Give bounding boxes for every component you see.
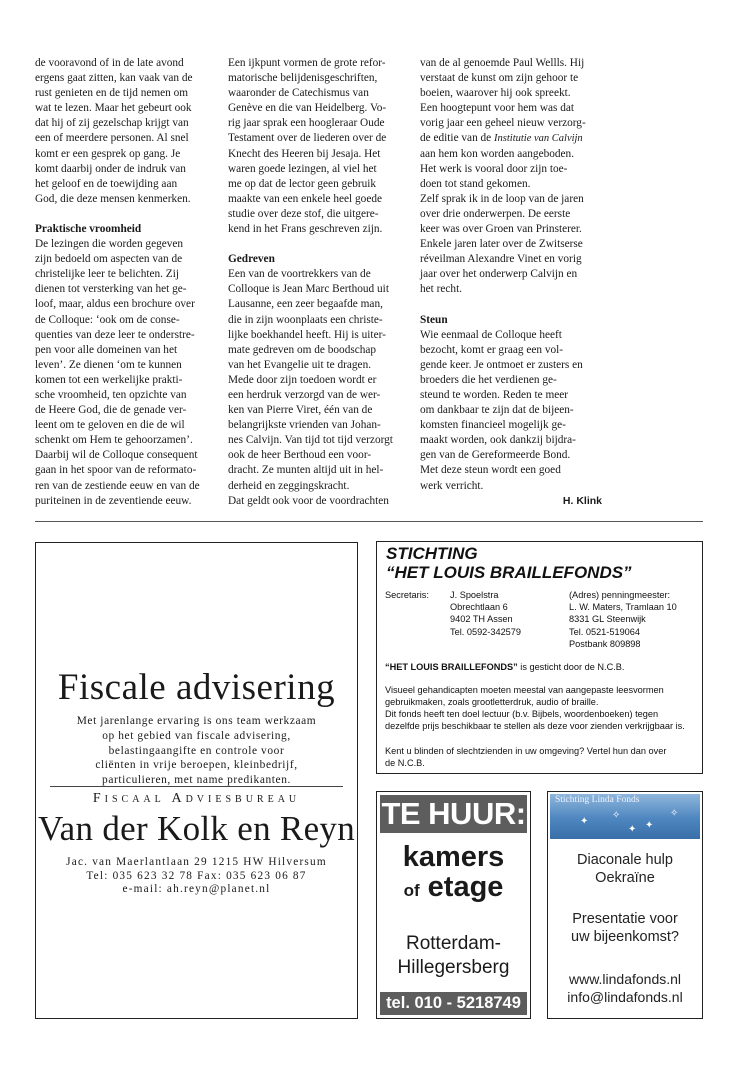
- column-3-intro-c: [420, 147, 604, 298]
- text-line: over drie onderwerpen. De eerste: [420, 207, 571, 220]
- text-line: leent om te geloven en die de wil: [35, 419, 185, 432]
- column-1-intro: [35, 56, 219, 207]
- text-line: Kent u blinden of slechtzienden in uw omgeving? Vertel hun dan over: [385, 746, 667, 756]
- text-line: op het gebied van fiscale advisering,: [102, 729, 291, 742]
- text-line: Mede door zijn toedoen wordt er: [228, 373, 377, 386]
- te-huur-phone: tel. 010 - 5218749: [380, 992, 527, 1015]
- column-3-intro-a: [420, 56, 604, 131]
- ad-louis-braillefonds: [376, 541, 703, 774]
- text-line: Knecht des Heeren bij Jesaja. Het: [228, 147, 381, 160]
- text-line: die in zijn woonplaats een christe-: [228, 313, 383, 326]
- heading-steun: Steun: [420, 313, 448, 326]
- column-2-intro: [228, 56, 412, 237]
- ad-fiscaal-phone: Tel: 035 623 32 78 Fax: 035 623 06 87: [86, 869, 307, 882]
- text-line: loof, maar, aldus een brochure over: [35, 298, 195, 311]
- text-line: pen voor alle domeinen van het: [35, 343, 178, 356]
- section-divider: [35, 521, 703, 522]
- text-line: Daarbij wil de Colloque consequent: [35, 449, 198, 462]
- column-2-body: [228, 267, 412, 509]
- linda-fonds-name: Stichting Linda Fonds: [555, 795, 640, 805]
- braille-paragraph-2: [385, 708, 694, 732]
- text-line: rig jaar sprak een hoogleraar Oude: [228, 117, 385, 130]
- text-line: komen tot een werkelijke prakti-: [35, 373, 183, 386]
- text-line: Colloque is Jean Marc Berthoud uit: [228, 283, 389, 296]
- braille-secretaris-details: [450, 589, 521, 638]
- text-line: 8331 GL Steenwijk: [569, 614, 646, 625]
- braille-title-line1: STICHTING: [386, 544, 478, 563]
- text-line: Met deze steun wordt een goed: [420, 464, 561, 477]
- column-1-body: [35, 237, 219, 509]
- ad-fiscale-advisering: [35, 542, 358, 1019]
- text-line: Een hoogtepunt voor hem was dat: [420, 102, 575, 115]
- text-line: Lausanne, een zeer begaafde man,: [228, 298, 383, 311]
- text-line: sche vroomheid, ten opzichte van: [35, 388, 187, 401]
- text-line: Dat geldt ook voor de voordrachten: [228, 494, 389, 507]
- text-line: gende keer. Je ontmoet er zusters en: [420, 358, 583, 371]
- text-line: een of meerdere personen. Al snel: [35, 132, 189, 145]
- braille-paragraph-3: [385, 745, 694, 769]
- text-line: (Adres) penningmeester:: [569, 590, 671, 600]
- braille-title-line2: “HET LOUIS BRAILLEFONDS”: [386, 563, 632, 582]
- text-line: ergens gaat zitten, kan vaak van de: [35, 72, 193, 85]
- braille-penningmeester-details: [569, 589, 677, 650]
- text-line: om dankbaar te zijn dat de bijeen-: [420, 404, 574, 417]
- text-line: steund te worden. Reden te meer: [420, 388, 569, 401]
- text-line: Tel. 0592-342579: [450, 626, 522, 637]
- text-line: leven’. Ze dienen ‘om te kunnen: [35, 358, 182, 371]
- text-line: réveilman Alexandre Vinet en vorig: [420, 253, 582, 266]
- text-line: particulieren, met name predikanten.: [102, 774, 291, 787]
- text-line: maakte van een enkele heel goede: [228, 192, 382, 205]
- text-line: werk verricht.: [420, 479, 484, 492]
- butterfly-icon: ✦: [628, 824, 637, 835]
- article-column-3: [420, 56, 604, 509]
- text-line: waren goede lezingen, al viel het: [228, 162, 377, 175]
- linda-email: info@lindafonds.nl: [567, 989, 683, 1005]
- text-line: Testament over de liederen over de: [228, 132, 387, 145]
- ad-fiscaal-description: [36, 714, 357, 788]
- te-huur-etage-line: of etage: [403, 871, 504, 903]
- ad-fiscaal-title: Fiscale advisering: [57, 667, 336, 708]
- text-line: ken van Pierre Viret, één van de: [228, 404, 373, 417]
- text-line: waaronder de Catechismus van: [228, 87, 369, 100]
- linda-line-2: Oekraïne: [595, 870, 655, 886]
- text-line: studie over deze stof, die uitgere-: [228, 207, 379, 220]
- text-line: broeders die het verdienen ge-: [420, 373, 557, 386]
- text-line: gebruikmaken, zoals grootletterdruk, audio of braille.: [385, 697, 599, 708]
- text-line: matorische belijdenisgeschriften,: [228, 72, 378, 85]
- text-line: belastingaangifte en controle voor: [108, 744, 285, 757]
- text-line: kend in het Frans geschreven zijn.: [228, 223, 383, 236]
- text-line: Genève en die van Heidelberg. Vo-: [228, 102, 387, 115]
- text-line: van de al genoemde Paul Wellls. Hij: [420, 57, 585, 69]
- butterfly-icon: ✧: [670, 808, 679, 819]
- butterfly-icon: ✦: [645, 820, 654, 831]
- text-line: L. W. Maters, Tramlaan 10: [569, 602, 677, 613]
- text-line: verstaat de kunst om zijn gehoor te: [420, 72, 579, 85]
- text-line: de Colloque: ‘ook om de conse-: [35, 313, 180, 326]
- text-line: Het werk is vooral door zijn toe-: [420, 162, 568, 175]
- article-column-1: [35, 56, 219, 509]
- text-line: Enkele jaren later over de Zwitserse: [420, 238, 583, 251]
- text-line: quenties van deze leer te onderstre-: [35, 328, 195, 341]
- text-line: bezocht, komt er graag een vol-: [420, 343, 564, 356]
- text-line: De lezingen die worden gegeven: [35, 238, 184, 251]
- ad-fiscaal-bureau: Fiscaal Adviesbureau: [92, 791, 301, 806]
- text-line: cliënten in vrije beroepen, kleinbedrijf,: [95, 759, 298, 772]
- text-line: komt daarbij onder de indruk van: [35, 162, 186, 175]
- text-line: Visueel gehandicapten moeten meestal van aangepaste leesvormen: [385, 685, 664, 695]
- text-line: zijn bedoeld om aspecten van de: [35, 253, 183, 266]
- text-line: vorig jaar een geheel nieuw verzorg-: [420, 117, 586, 130]
- text-line: ren van de zestiende eeuw en van de: [35, 479, 200, 492]
- ad-fiscaal-email: e-mail: ah.reyn@planet.nl: [122, 883, 271, 896]
- text-line: een herdruk verzorgd van de wer-: [228, 388, 381, 401]
- te-huur-city-line2: Hillegersberg: [397, 957, 510, 978]
- linda-website: www.lindafonds.nl: [568, 971, 682, 987]
- text-line: de vooravond of in de late avond: [35, 57, 184, 69]
- text-line: de N.C.B.: [385, 758, 425, 769]
- text-line: Zelf sprak ik in de loop van de jaren: [420, 192, 584, 205]
- linda-line-4: uw bijeenkomst?: [571, 929, 679, 945]
- text-line: puriteinen in de zeventiende eeuw.: [35, 494, 192, 507]
- text-line: van het Evangelie uit te dragen.: [228, 358, 372, 371]
- ad-te-huur: [376, 791, 531, 1019]
- author-signature: H. Klink: [562, 494, 602, 507]
- text-line: gaan in het spoor van de reformato-: [35, 464, 197, 477]
- text-line: Postbank 809898: [569, 638, 641, 649]
- text-line: gen van de Gereformeerde Bond.: [420, 449, 571, 462]
- braille-founded: “HET LOUIS BRAILLEFONDS” is gesticht door de N.C.B.: [385, 662, 625, 672]
- text-line: lijke boekhandel heeft. Hij is uiter-: [228, 328, 386, 341]
- text-line: belangrijkste vrienden van Johan-: [228, 419, 381, 432]
- text-line: 9402 TH Assen: [450, 614, 513, 625]
- ad-fiscaal-firm-name: Van der Kolk en Reyn: [37, 809, 356, 848]
- text-line: het recht.: [420, 283, 463, 296]
- text-line: Wie eenmaal de Colloque heeft: [420, 328, 562, 341]
- te-huur-header: TE HUUR:: [381, 796, 526, 831]
- text-line: Tel. 0521-519064: [569, 626, 641, 637]
- text-line: christelijke leer te belichten. Zij: [35, 268, 179, 281]
- text-line: J. Spoelstra: [450, 590, 499, 600]
- linda-fonds-banner: [550, 794, 700, 839]
- te-huur-city-line1: Rotterdam-: [405, 933, 502, 954]
- linda-line-3: Presentatie voor: [572, 911, 678, 927]
- text-line: de Heere God, die de genade ver-: [35, 404, 187, 417]
- text-line: Met jarenlange ervaring is ons team werkzaam: [76, 715, 317, 727]
- text-line: aan hem kon worden aangeboden.: [420, 147, 575, 160]
- text-line: komt er een gesprek op gang. Je: [35, 147, 181, 160]
- text-line: jaar over het onderwerp Calvijn en: [420, 268, 578, 281]
- text-line: nes Calvijn. Van tijd tot tijd verzorgt: [228, 434, 393, 447]
- butterfly-icon: ✧: [612, 810, 621, 821]
- text-line: doen tot stand gekomen.: [420, 177, 531, 190]
- text-line: dienen tot versterking van het ge-: [35, 283, 187, 296]
- heading-gedreven: Gedreven: [228, 253, 275, 266]
- text-line: boeien, waarover hij ook spreekt.: [420, 87, 571, 100]
- butterfly-icon: ✦: [580, 816, 589, 827]
- column-3-body: [420, 328, 604, 494]
- linda-line-1: Diaconale hulp: [577, 852, 673, 868]
- text-line: dat hij of zij gezelschap krijgt van: [35, 117, 189, 130]
- text-line: Dit fonds heeft ten doel lectuur (b.v. Bijbels, woordenboeken) tegen: [385, 709, 659, 719]
- text-line: Een ijkpunt vormen de grote refor-: [228, 57, 386, 69]
- text-line: wat te lezen. Maar het gebeurt ook: [35, 102, 192, 115]
- column-3-institutie-line: de editie van de Institutie van Calvijn: [420, 132, 583, 145]
- text-line: God, die deze mensen kenmerken.: [35, 192, 191, 205]
- text-line: ook de heer Berthoud een voor-: [228, 449, 372, 462]
- article-column-2: [228, 56, 412, 509]
- ad-fiscaal-rule-top: [50, 786, 343, 787]
- braille-secretaris-label: Secretaris:: [385, 590, 429, 600]
- ad-fiscaal-contact: [36, 856, 357, 897]
- braille-paragraph-1: [385, 684, 694, 708]
- text-line: Obrechtlaan 6: [450, 602, 508, 613]
- text-line: schenkt om Hem te gehoorzamen’.: [35, 434, 193, 447]
- text-line: mate gedreven om de boodschap: [228, 343, 377, 356]
- te-huur-kamers: kamers: [402, 841, 505, 873]
- text-line: me op dat de lector geen gebruik: [228, 177, 377, 190]
- text-line: keer was over Groen van Prinsterer.: [420, 223, 582, 236]
- ad-fiscaal-address: Jac. van Maerlantlaan 29 1215 HW Hilversum: [66, 856, 327, 868]
- text-line: komsten financieel mogelijk ge-: [420, 419, 566, 432]
- text-line: dezelfde prijs beschikbaar te stellen als deze voor zienden verkrijgbaar is.: [385, 721, 685, 732]
- text-line: dracht. Ze munten altijd uit in hel-: [228, 464, 384, 477]
- text-line: rust genieten en de tijd nemen om: [35, 87, 189, 100]
- text-line: Een van de voortrekkers van de: [228, 268, 371, 281]
- heading-praktische-vroomheid: Praktische vroomheid: [35, 222, 142, 235]
- ad-linda-fonds: [547, 791, 703, 1019]
- text-line: maakt worden, ook dankzij bijdra-: [420, 434, 576, 447]
- institutie-title: Institutie van Calvijn: [494, 133, 583, 145]
- text-line: het geloof en de toewijding aan: [35, 177, 178, 190]
- text-line: derheid en zeggingskracht.: [228, 479, 350, 492]
